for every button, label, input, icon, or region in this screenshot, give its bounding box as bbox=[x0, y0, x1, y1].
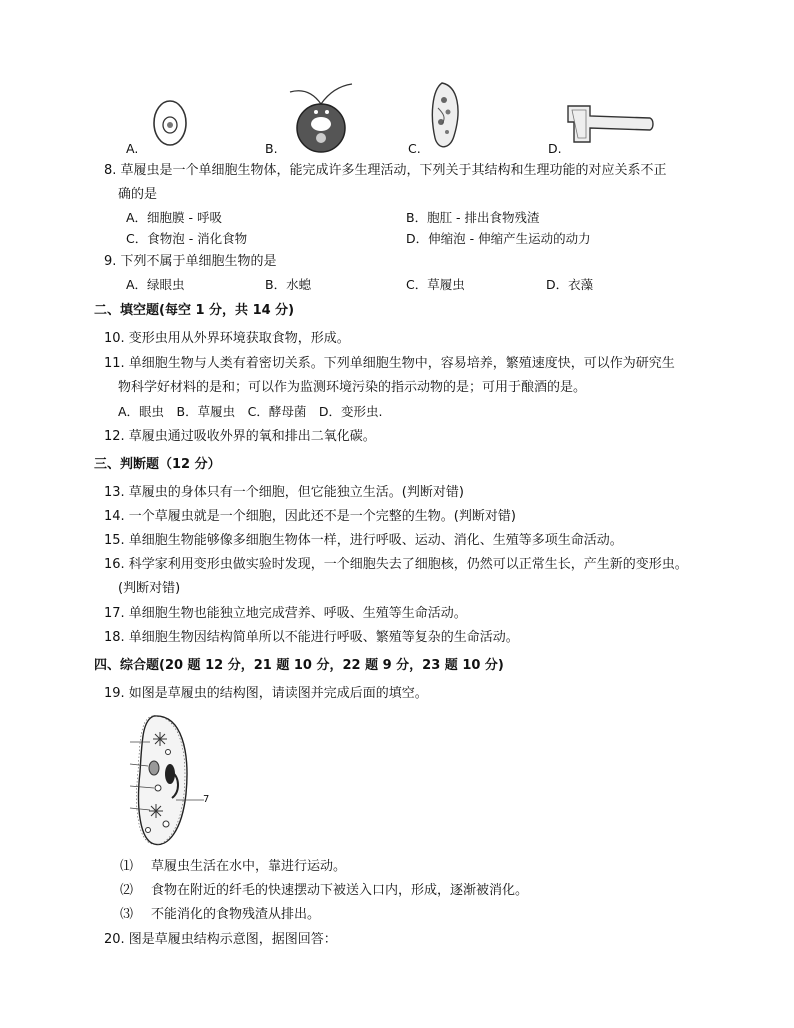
q11-stem-line2: 物科学好材料的是和；可以作为监测环境污染的指示动物的是；可用于酿酒的是。 bbox=[118, 380, 587, 395]
q13-text: 13. 草履虫的身体只有一个细胞，但它能独立生活。(判断对错) bbox=[104, 485, 464, 500]
q9-option-d[interactable]: D．衣藻 bbox=[546, 277, 594, 292]
q12-text: 12. 草履虫通过吸收外界的氧和排出二氧化碳。 bbox=[104, 429, 376, 444]
q19-sub1-text: 草履虫生活在水中，靠进行运动。 bbox=[151, 859, 347, 874]
option-a-label[interactable]: A. bbox=[126, 141, 139, 156]
option-c-paramecium-image bbox=[428, 80, 464, 152]
q9-option-b[interactable]: B．水螅 bbox=[265, 277, 312, 292]
q8-option-d[interactable]: D．伸缩泡 - 伸缩产生运动的动力 bbox=[406, 231, 591, 246]
q11-options[interactable]: A．眼虫 B．草履虫 C．酵母菌 D．变形虫. bbox=[118, 404, 383, 419]
q10-text: 10. 变形虫用从外界环境获取食物，形成。 bbox=[104, 331, 350, 346]
q19-sub2-number: ⑵ bbox=[120, 883, 134, 898]
q8-option-c[interactable]: C．食物泡 - 消化食物 bbox=[126, 231, 248, 246]
q8-option-a[interactable]: A．细胞膜 - 呼吸 bbox=[126, 210, 223, 225]
option-a-cell-image bbox=[148, 98, 193, 148]
option-b-label[interactable]: B. bbox=[265, 141, 278, 156]
q19-paramecium-figure bbox=[124, 712, 224, 852]
section-2-heading: 二、填空题(每空 1 分，共 14 分) bbox=[94, 303, 295, 318]
option-b-alga-image bbox=[286, 82, 356, 154]
q15-text: 15. 单细胞生物能够像多细胞生物体一样，进行呼吸、运动、消化、生殖等多项生命活动。 bbox=[104, 533, 623, 548]
q9-stem: 9. 下列不属于单细胞生物的是 bbox=[104, 254, 277, 269]
q20-stem: 20. 图是草履虫结构示意图，据图回答： bbox=[104, 932, 337, 947]
q19-sub2-text: 食物在附近的纤毛的快速摆动下被送入口内，形成，逐渐被消化。 bbox=[151, 883, 529, 898]
q19-sub1-number: ⑴ bbox=[120, 859, 134, 874]
section-3-heading: 三、判断题（12 分） bbox=[94, 457, 221, 472]
q18-text: 18. 单细胞生物因结构简单所以不能进行呼吸、繁殖等复杂的生命活动。 bbox=[104, 630, 519, 645]
q19-sub3-number: ⑶ bbox=[120, 907, 134, 922]
q8-stem-line1: 8. 草履虫是一个单细胞生物体，能完成许多生理活动，下列关于其结构和生理功能的对应关系不正 bbox=[104, 163, 667, 178]
q9-option-c[interactable]: C．草履虫 bbox=[406, 277, 465, 292]
q19-figure-label: 7 bbox=[203, 794, 210, 805]
q8-option-b[interactable]: B．胞肛 - 排出食物残渣 bbox=[406, 210, 540, 225]
q16-stem-line2: (判断对错) bbox=[118, 581, 181, 596]
q9-option-a[interactable]: A．绿眼虫 bbox=[126, 277, 185, 292]
q8-stem-line2: 确的是 bbox=[118, 187, 158, 202]
q11-stem-line1: 11. 单细胞生物与人类有着密切关系。下列单细胞生物中，容易培养，繁殖速度快，可以作为研究生 bbox=[104, 356, 675, 371]
option-d-label[interactable]: D. bbox=[548, 141, 562, 156]
section-4-heading: 四、综合题(20 题 12 分，21 题 10 分，22 题 9 分，23 题 10 分) bbox=[94, 658, 504, 673]
option-c-label[interactable]: C. bbox=[408, 141, 421, 156]
q17-text: 17. 单细胞生物也能独立地完成营养、呼吸、生殖等生命活动。 bbox=[104, 606, 467, 621]
q14-text: 14. 一个草履虫就是一个细胞，因此还不是一个完整的生物。(判断对错) bbox=[104, 509, 516, 524]
q19-sub3-text: 不能消化的食物残渣从排出。 bbox=[151, 907, 321, 922]
q19-stem: 19. 如图是草履虫的结构图，请读图并完成后面的填空。 bbox=[104, 686, 428, 701]
option-d-organism-image bbox=[564, 100, 656, 146]
q16-stem-line1: 16. 科学家利用变形虫做实验时发现，一个细胞失去了细胞核，仍然可以正常生长，产生新的变形虫。 bbox=[104, 557, 688, 572]
